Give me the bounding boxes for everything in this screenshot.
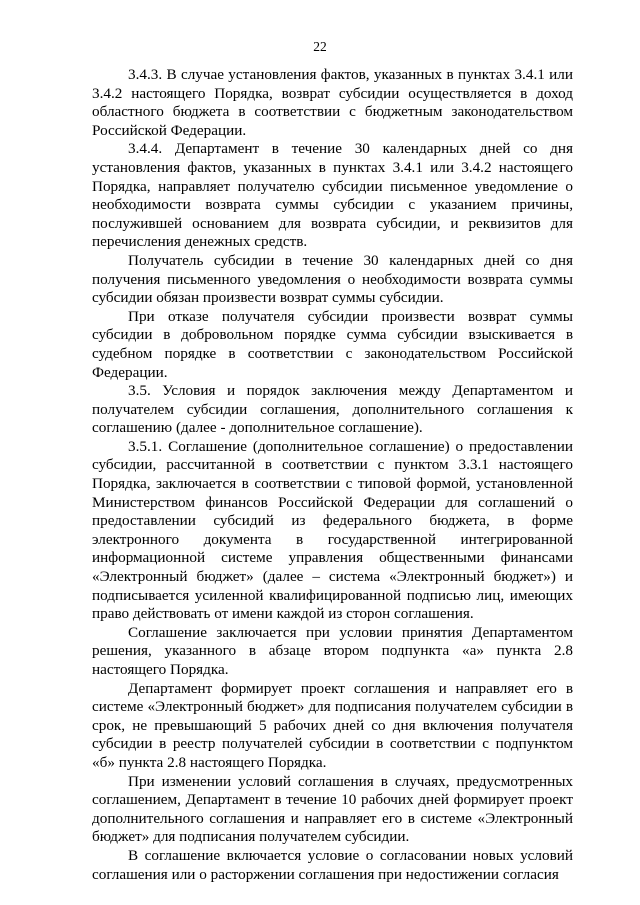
paragraph-agreement-condition: Соглашение заключается при условии принятия Департаментом решения, указанного в абзаце втором подпункта «а» пункта 2.8 настоящего Порядка. <box>92 623 573 678</box>
paragraph-new-conditions: В соглашение включается условие о согласовании новых условий соглашения или о расторжении соглашения при недостижении согласия <box>92 846 573 883</box>
paragraph-refund-refusal: При отказе получателя субсидии произвести возврат суммы субсидии в добровольном порядке сумма субсидии взыскивается в судебном порядке в соответствии с законодательством Российской Федерации. <box>92 307 573 381</box>
document-body <box>92 66 573 884</box>
paragraph-3-5: 3.5. Условия и порядок заключения между Департаментом и получателем субсидии соглашения, дополнительного соглашения к соглашению (далее - дополнительное соглашение). <box>92 382 573 437</box>
paragraph-agreement-draft: Департамент формирует проект соглашения и направляет его в системе «Электронный бюджет» для подписания получателем субсидии в срок, не превышающий 5 рабочих дней со дня включения получателя субсидии в реестр получателей субсидии в соответствии с подпунктом «б» пункта 2.8 настоящего Порядка. <box>92 679 573 771</box>
paragraph-3-5-1: 3.5.1. Соглашение (дополнительное соглашение) о предоставлении субсидии, рассчитанной в соответствии с пунктом 3.3.1 настоящего Порядка, заключается в соответствии с типовой формой, установленной Министерством финансов Российской Федерации для соглашений о предоставлении субсидий из федерального бюджета, в форме электронного документа в государственной интегрированной информационной системе управления общественными финансами «Электронный бюджет» (далее – система «Электронный бюджет») и подписывается усиленной квалифицированной подписью лиц, имеющих право действовать от имени каждой из сторон соглашения. <box>92 437 573 623</box>
page-number: 22 <box>313 39 327 54</box>
paragraph-agreement-changes: При изменении условий соглашения в случаях, предусмотренных соглашением, Департамент в течение 10 рабочих дней формирует проект дополнительного соглашения и направляет его в системе «Электронный бюджет» для подписания получателем субсидии. <box>92 772 573 846</box>
paragraph-refund-deadline: Получатель субсидии в течение 30 календарных дней со дня получения письменного уведомления о необходимости возврата суммы субсидии обязан произвести возврат суммы субсидии. <box>92 251 573 307</box>
paragraph-3-4-3: 3.4.3. В случае установления фактов, указанных в пунктах 3.4.1 или 3.4.2 настоящего Порядка, возврат субсидии осуществляется в доход областного бюджета в соответствии с бюджетным законодательством Российской Федерации. <box>92 66 573 139</box>
paragraph-3-4-4: 3.4.4. Департамент в течение 30 календарных дней со дня установления фактов, указанных в пунктах 3.4.1 или 3.4.2 настоящего Порядка, направляет получателю субсидии письменное уведомление о необходимости возврата суммы субсидии с указанием причины, послужившей основанием для возврата субсидии, и реквизитов для перечисления денежных средств. <box>92 140 573 251</box>
